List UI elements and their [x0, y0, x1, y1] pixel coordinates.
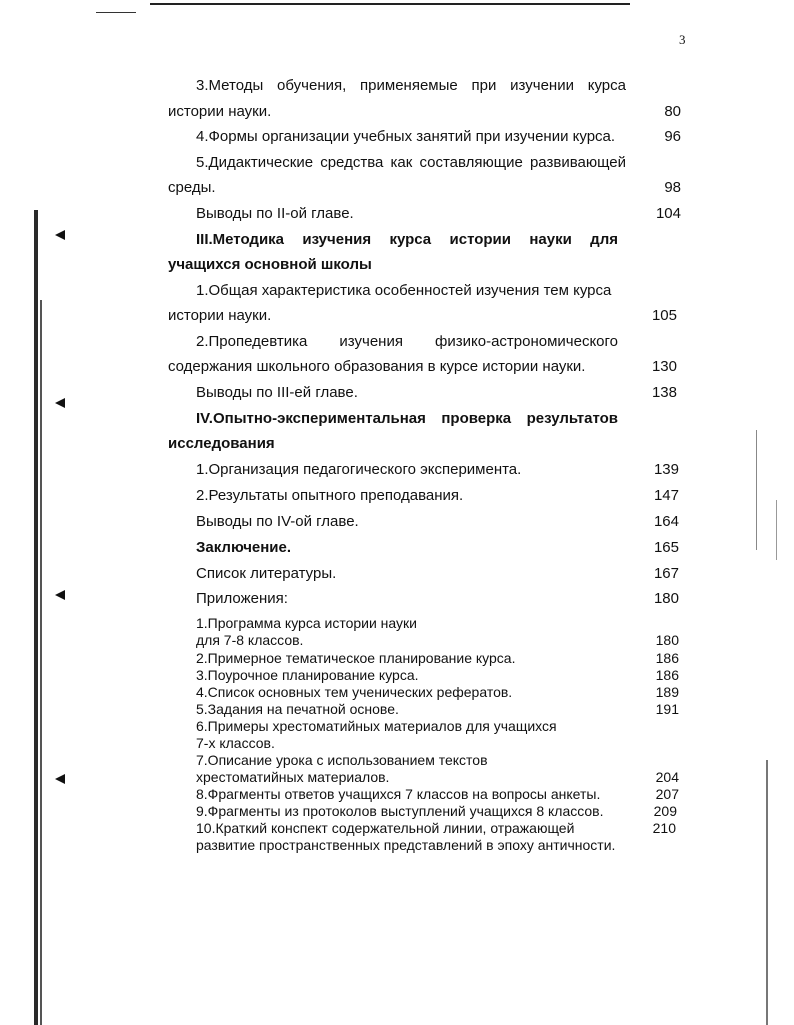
toc-chapter-heading: учащихся основной школы	[168, 256, 372, 273]
appendix-page: 186	[655, 667, 679, 683]
toc-line-conclusion: Заключение.	[196, 539, 292, 556]
binder-arrow-icon	[55, 774, 65, 784]
toc-page: 130	[651, 358, 677, 375]
page-number: 3	[679, 32, 686, 47]
toc-page: 147	[653, 487, 679, 504]
appendix-page: 180	[655, 632, 679, 648]
toc-page: 105	[651, 307, 677, 324]
scan-edge-top	[150, 3, 630, 5]
toc-chapter-heading: IV.Опытно-экспериментальная проверка результатов	[196, 410, 618, 427]
scan-edge-right-lower	[766, 760, 768, 1025]
appendix-line: 9.Фрагменты из протоколов выступлений учащихся 8 классов.	[196, 803, 604, 819]
toc-page: 138	[651, 384, 677, 401]
scan-edge-top-mark	[96, 12, 136, 13]
appendix-line: хрестоматийных материалов.	[196, 769, 390, 785]
appendix-line: 10.Краткий конспект содержательной линии, отражающей	[196, 820, 575, 836]
appendix-line: 7.Описание урока с использованием текстов	[196, 752, 488, 768]
scan-edge-right-mark	[776, 500, 777, 560]
toc-line: 1.Общая характеристика особенностей изучения тем курса	[196, 282, 612, 299]
appendix-line: развитие пространственных представлений в эпоху античности.	[196, 837, 616, 853]
appendix-line: для 7-8 классов.	[196, 632, 304, 648]
toc-page: 167	[653, 565, 679, 582]
toc-line: Выводы по IV-ой главе.	[196, 513, 359, 530]
appendix-page: 210	[652, 820, 676, 836]
toc-page: 96	[664, 128, 681, 145]
appendix-line: 1.Программа курса истории науки	[196, 615, 417, 631]
toc-page: 98	[664, 179, 681, 196]
toc-line: Список литературы.	[196, 565, 337, 582]
toc-page: 139	[653, 461, 679, 478]
appendix-line: 3.Поурочное планирование курса.	[196, 667, 419, 683]
binder-arrow-icon	[55, 398, 65, 408]
toc-page: 104	[655, 205, 681, 222]
toc-page: 180	[653, 590, 679, 607]
scan-edge-left-inner	[40, 300, 42, 1025]
toc-chapter-heading: III.Методика изучения курса истории науки для	[196, 231, 618, 248]
appendix-line: 8.Фрагменты ответов учащихся 7 классов на вопросы анкеты.	[196, 786, 601, 802]
toc-line: 1.Организация педагогического эксперимента.	[196, 461, 522, 478]
toc-line: истории науки.	[168, 103, 272, 120]
appendix-page: 191	[655, 701, 679, 717]
toc-line: 5.Дидактические средства как составляющие развивающей	[196, 154, 626, 171]
appendix-page: 204	[655, 769, 679, 785]
toc-line: 2.Результаты опытного преподавания.	[196, 487, 464, 504]
appendix-line: 4.Список основных тем ученических рефератов.	[196, 684, 513, 700]
toc-page: 164	[653, 513, 679, 530]
toc-line: Выводы по III-ей главе.	[196, 384, 358, 401]
binder-arrow-icon	[55, 230, 65, 240]
toc-line: истории науки.	[168, 307, 272, 324]
appendix-page: 209	[653, 803, 677, 819]
toc-line: 4.Формы организации учебных занятий при изучении курса.	[196, 128, 616, 145]
toc-line: 2.Пропедевтика изучения физико-астрономического	[196, 333, 618, 350]
scan-edge-right	[756, 430, 757, 550]
appendix-line: 7-х классов.	[196, 735, 275, 751]
appendix-line: 2.Примерное тематическое планирование курса.	[196, 650, 516, 666]
appendix-page: 189	[655, 684, 679, 700]
toc-line: Выводы по II-ой главе.	[196, 205, 354, 222]
toc-line: 3.Методы обучения, применяемые при изучении курса	[196, 77, 626, 94]
appendix-page: 186	[655, 650, 679, 666]
toc-chapter-heading: исследования	[168, 435, 275, 452]
toc-page: 165	[653, 539, 679, 556]
appendix-page: 207	[655, 786, 679, 802]
scan-edge-left	[34, 210, 38, 1025]
appendix-line: 5.Задания на печатной основе.	[196, 701, 399, 717]
toc-line: среды.	[168, 179, 216, 196]
toc-page: 80	[664, 103, 681, 120]
toc-line: Приложения:	[196, 590, 288, 607]
toc-line: содержания школьного образования в курсе истории науки.	[168, 358, 586, 375]
appendix-line: 6.Примеры хрестоматийных материалов для учащихся	[196, 718, 557, 734]
binder-arrow-icon	[55, 590, 65, 600]
